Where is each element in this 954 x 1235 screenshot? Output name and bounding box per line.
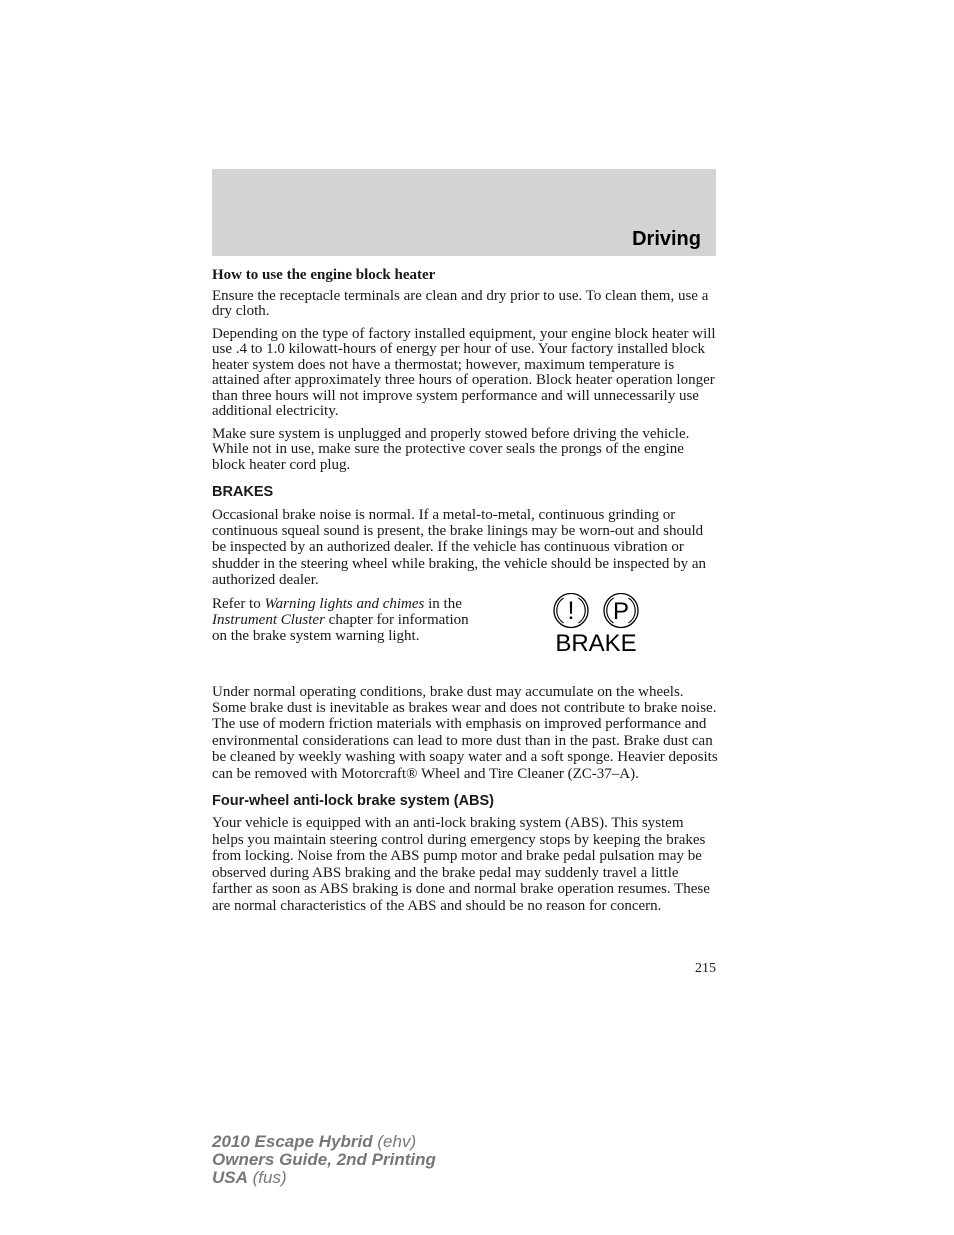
- heading-abs: Four-wheel anti-lock brake system (ABS): [212, 792, 495, 809]
- reference-link-warning-lights: Warning lights and chimes: [264, 595, 425, 612]
- footer-line-guide: Owners Guide, 2nd Printing: [212, 1150, 436, 1169]
- section-title: Driving: [632, 228, 701, 250]
- footer-line-region: USA (fus): [212, 1168, 287, 1187]
- exclamation-symbol: !: [567, 596, 575, 625]
- section-header-bar: [212, 169, 716, 256]
- paragraph: Your vehicle is equipped with an anti-lock braking system (ABS). This system helps you maintain steering control during emergency stops by keeping the brakes from locking. Noise from the ABS pump motor and brake pedal pulsation may be observed during ABS braking and the brake pedal may suddenly travel a little farther as soon as ABS braking is done and normal brake operation resumes. These are normal characteristics of the ABS and should be no reason for concern.: [212, 815, 710, 914]
- reference-text: Refer to Warning lights and chimes in the Instrument Cluster chapter for information on the brake system warning light.: [212, 595, 469, 645]
- paragraph: Occasional brake noise is normal. If a metal-to-metal, continuous grinding or continuous squeal sound is present, the brake linings may be worn-out and should be inspected by an authorized dealer. If the vehicle has continuous vibration or shudder in the steering wheel while braking, the vehicle should be inspected by an authorized dealer.: [212, 506, 707, 589]
- page-number: 215: [695, 961, 716, 976]
- document-footer: [212, 1133, 436, 1187]
- brake-label: BRAKE: [555, 629, 637, 657]
- reference-link-instrument-cluster: Instrument Cluster: [212, 611, 325, 628]
- parking-symbol: P: [612, 597, 630, 625]
- paragraph: Depending on the type of factory installed equipment, your engine block heater will use .4 to 1.0 kilowatt-hours of energy per hour of use. Your factory installed block heater system does not have a thermostat; however, maximum temperature is attained after approximately three hours of operation. Block heater operation longer than three hours will not improve system performance and will unnecessarily use additional electricity.: [212, 325, 716, 419]
- brake-warning-icon: [550, 593, 642, 657]
- heading-brakes: BRAKES: [212, 484, 274, 500]
- paragraph: Make sure system is unplugged and properly stowed before driving the vehicle. While not in use, make sure the protective cover seals the prongs of the engine block heater cord plug.: [212, 425, 690, 473]
- brake-warning-reference: [212, 596, 718, 674]
- page-content: [212, 268, 718, 921]
- heading-block-heater: How to use the engine block heater: [212, 267, 436, 283]
- paragraph: Ensure the receptacle terminals are clean and dry prior to use. To clean them, use a dry cloth.: [212, 287, 709, 319]
- footer-line-model: 2010 Escape Hybrid (ehv): [212, 1132, 417, 1151]
- paragraph: Under normal operating conditions, brake dust may accumulate on the wheels. Some brake dust is inevitable as brakes wear and does not contribute to brake noise. The use of modern friction materials with emphasis on improved performance and environmental considerations can lead to more dust than in the past. Brake dust can be cleaned by weekly washing with soapy water and a soft sponge. Heavier deposits can be removed with Motorcraft® Wheel and Tire Cleaner (ZC-37–A).: [212, 683, 718, 782]
